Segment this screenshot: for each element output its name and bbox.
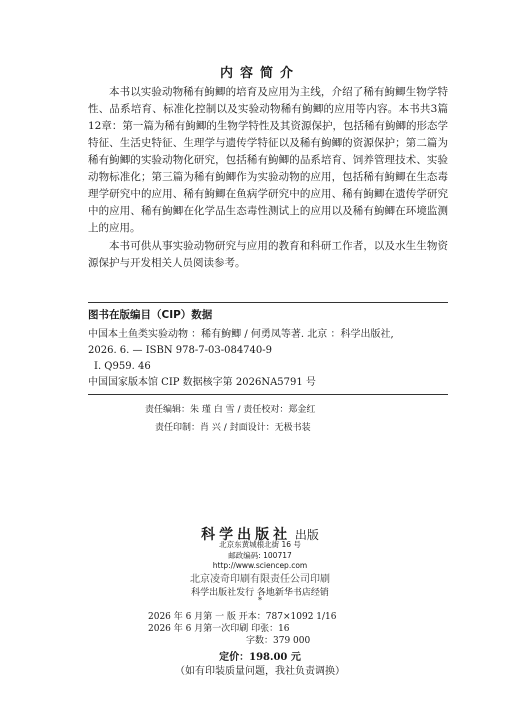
publisher-suffix: 出版 <box>291 528 319 542</box>
edition-line-2: 2026 年 6 月第一次印刷 印张：16 <box>148 624 290 634</box>
production-credits: 责任印制：肖 兴 / 封面设计：无极书装 <box>155 423 311 433</box>
cip-top-rule <box>88 302 448 303</box>
editor-credits: 责任编辑：朱 瑾 白 雪 / 责任校对：郑金红 <box>145 405 316 415</box>
cip-line-1: 中国本土鱼类实验动物 ：稀有鮈鲫 / 何勇凤等著. 北京 ：科学出版社, <box>88 329 394 340</box>
printer-name: 北京凌奇印刷有限责任公司印刷 <box>190 574 330 585</box>
cip-bottom-rule <box>88 394 448 395</box>
edition-line-1: 2026 年 6 月第 一 版 开本：787×1092 1/16 <box>148 612 337 622</box>
publisher-address: 北京东黄城根北街 16 号 <box>219 540 301 549</box>
summary-paragraph-1: 本书以实验动物稀有鮈鲫的培育及应用为主线，介绍了稀有鮈鲫生物学特性、品系培育、标准化控制以及实验动物稀有鮈鲫的应用等内容。本书共3篇12章：第一篇为稀有鮈鲫的生物学特性及其资源保护，包括稀有鮈鲫的形态学特征、生活史特征、生理学与遗传学特征以及稀有鮈鲫的资源保护；第二篇为稀有鮈鲫的实验动物化研究，包括稀有鮈鲫的品系培育、饲养管理技术、实验动物标准化；第三篇为稀有鮈鲫作为实验动物的应用，包括稀有鮈鲫在生态毒理学研究中的应用、稀有鮈鲫在鱼病学研究中的应用、稀有鮈鲫在遗传学研究中的应用、稀有鮈鲫在化学品生态毒性测试上的应用以及稀有鮈鲫在环境监测上的应用。 <box>88 86 448 234</box>
separator-star: * <box>258 596 262 605</box>
publisher-zip: 邮政编码: 100717 <box>228 551 292 560</box>
publisher-website: http://www.sciencep.com <box>212 561 308 570</box>
cip-line-2: 2026. 6. — ISBN 978-7-03-084740-9 <box>88 345 273 356</box>
summary-title: 内容简介 <box>219 66 300 81</box>
cip-line-3: Ⅰ. Q959. 46 <box>94 361 151 372</box>
cip-line-4: 中国国家版本馆 CIP 数据核字第 2026NA5791 号 <box>88 377 316 388</box>
cip-title: 图书在版编目（CIP）数据 <box>88 309 213 321</box>
summary-paragraph-2: 本书可供从事实验动物研究与应用的教育和科研工作者，以及水生生物资源保护与开发相关人员阅读参考。 <box>88 240 448 269</box>
distribution-line: 科学出版社发行 各地新华书店经销 <box>191 588 329 598</box>
quality-notice: （如有印装质量问题，我社负责调换） <box>175 666 345 677</box>
price: 定价：198.00 元 <box>219 652 301 663</box>
word-count: 字数：379 000 <box>246 636 311 646</box>
publisher-name: 科学出版社 <box>201 527 292 543</box>
